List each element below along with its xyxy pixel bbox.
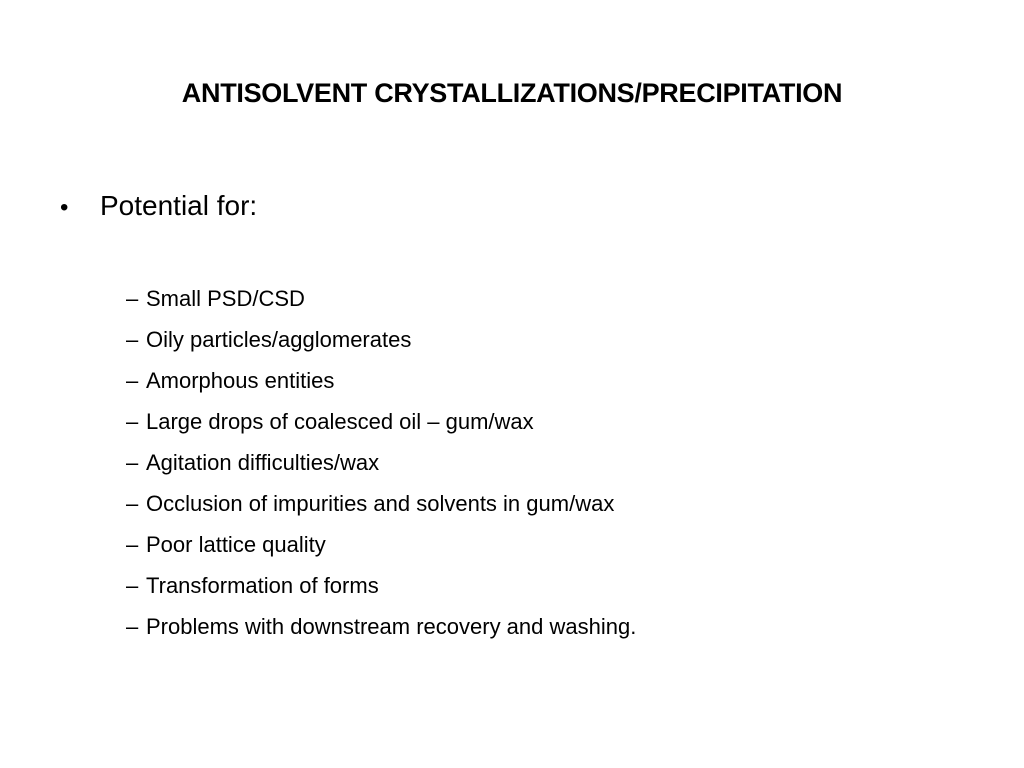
sub-bullet-item <box>126 489 636 530</box>
sub-bullet-item <box>126 325 636 366</box>
sub-bullet-text: Poor lattice quality <box>146 532 326 557</box>
dash-marker: – <box>126 450 139 475</box>
dash-marker: – <box>126 327 139 352</box>
sub-bullet-item <box>126 448 636 489</box>
sub-bullet-text: Amorphous entities <box>146 368 335 393</box>
dash-marker: – <box>126 368 139 393</box>
sub-bullet-item <box>126 612 636 653</box>
dash-marker: – <box>126 409 139 434</box>
sub-bullet-item <box>126 530 636 571</box>
dash-marker: – <box>126 532 139 557</box>
sub-bullet-text: Small PSD/CSD <box>146 286 305 311</box>
sub-bullet-item <box>126 366 636 407</box>
sub-bullet-text: Transformation of forms <box>146 573 379 598</box>
dash-marker: – <box>126 491 139 516</box>
sub-bullet-item <box>126 284 636 325</box>
main-bullet <box>60 190 257 222</box>
dash-marker: – <box>126 573 139 598</box>
sub-bullet-item <box>126 407 636 448</box>
sub-bullet-text: Occlusion of impurities and solvents in gum/wax <box>146 491 615 516</box>
sub-bullet-text: Problems with downstream recovery and washing. <box>146 614 637 639</box>
sub-bullet-text: Agitation difficulties/wax <box>146 450 380 475</box>
bullet-text: Potential for: <box>100 190 258 221</box>
sub-bullet-list <box>126 284 636 653</box>
dash-marker: – <box>126 286 139 311</box>
slide-title: ANTISOLVENT CRYSTALLIZATIONS/PRECIPITATION <box>181 78 843 108</box>
bullet-marker: • <box>60 194 69 221</box>
sub-bullet-text: Oily particles/agglomerates <box>146 327 412 352</box>
dash-marker: – <box>126 614 139 639</box>
sub-bullet-text: Large drops of coalesced oil – gum/wax <box>146 409 534 434</box>
sub-bullet-item <box>126 571 636 612</box>
